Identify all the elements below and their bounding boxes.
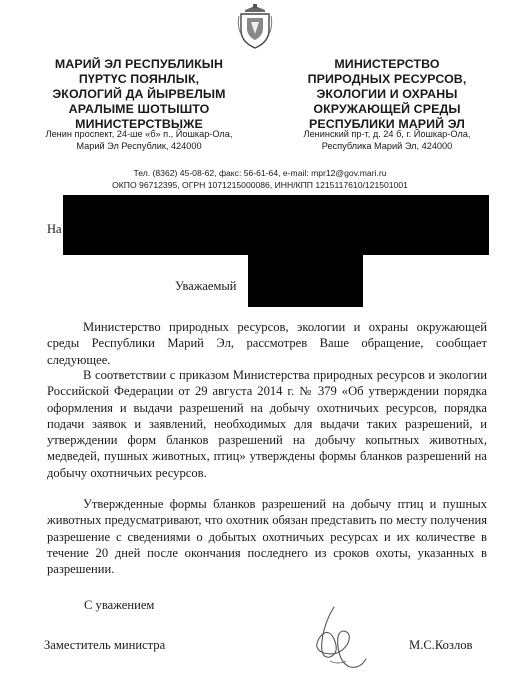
redacted-block-name bbox=[248, 253, 363, 307]
signer-position: Заместитель министра bbox=[44, 638, 166, 652]
ministry-name-russian: МИНИСТЕРСТВО ПРИРОДНЫХ РЕСУРСОВ, ЭКОЛОГИИ И ОХРАНЫ ОКРУЖАЮЩЕЙ СРЕДЫ РЕСПУБЛИКИ МАРИЙ ЭЛ bbox=[307, 57, 467, 131]
handwritten-signature bbox=[300, 603, 370, 673]
contact-phone-email: Тел. (8362) 45-08-62, факс: 56-61-64, e-mail: mpr12@gov.mari.ru bbox=[133, 168, 387, 178]
address-russian: Ленинский пр-т, д. 24 б, г. Йошкар-Ола, Республика Марий Эл, 424000 bbox=[303, 129, 471, 151]
greeting-label: Уважаемый bbox=[175, 279, 237, 293]
address-mari: Ленин проспект, 24-ше «б» п., Йошкар-Ола, Марий Эл Республик, 424000 bbox=[45, 129, 233, 151]
body-paragraph-3: Утвержденные формы бланков разрешений на добычу птиц и пушных животных предусматривают, что охотник обязан представить по месту получения разрешение с сведениями о добытых охотничьих ресурсах и их количестве в течение 20 дней после окончания последнего из сроков охоты, указанных в разрешении. bbox=[47, 497, 487, 577]
body-paragraph-2: В соответствии с приказом Министерства природных ресурсов и экологии Российской Федерации от 29 августа 2014 г. № 379 «Об утверждении порядка оформления и выдачи разрешений на добычу охотничьих ресурсов, порядка подачи заявок и заявлений, необходимых для выдачи таких разрешений, и утверждении форм бланков разрешений на добычу копытных животных, медведей, пушных животных, птиц» утверждены формы бланков разрешений на добычу охотничьих ресурсов. bbox=[47, 368, 487, 480]
coat-of-arms-emblem bbox=[237, 4, 273, 50]
body-paragraph-1: Министерство природных ресурсов, экологии и охраны окружающей среды Республики Марий Эл, рассмотрев Ваше обращение, сообщает следующее. bbox=[47, 320, 487, 367]
registration-codes: ОКПО 96712395, ОГРН 1071215000086, ИНН/КПП 1215117610/121501001 bbox=[112, 180, 408, 190]
ministry-name-mari: МАРИЙ ЭЛ РЕСПУБЛИКЫН ПҮРТҮС ПОЯНЛЫК, ЭКОЛОГИЙ ДА ЙЫРВЕЛЫМ АРАЛЫМЕ ШОТЫШТО МИНИСТЕРСТВЫЖЕ bbox=[52, 57, 226, 131]
redacted-block-addressee bbox=[63, 195, 489, 255]
reference-label: На bbox=[47, 222, 62, 236]
closing-phrase: С уважением bbox=[84, 598, 155, 612]
signer-name: М.С.Козлов bbox=[409, 638, 473, 652]
